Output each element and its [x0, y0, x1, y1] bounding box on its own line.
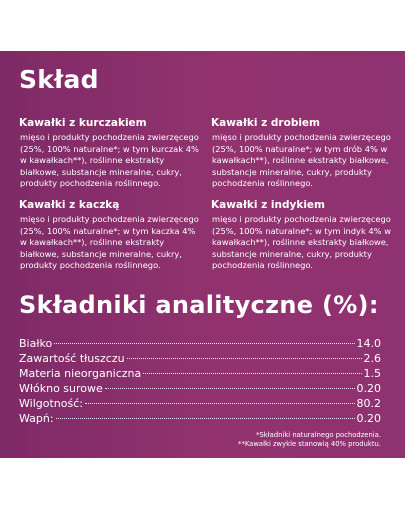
row-label: Białko — [19, 337, 53, 350]
ingredient-description: mięso i produkty pochodzenia zwierzęcego (25%, 100% naturalne*; w tym drób 4% w kawałkach**), roślinne ekstrakty białkowe, substancje mineralne, cukry, produkty pochodzenia roślinnego. — [212, 132, 391, 189]
row-value: 2.6 — [363, 352, 381, 365]
footnote-natural: *Składniki naturalnego pochodzenia. — [256, 431, 381, 439]
row-label: Włókno surowe — [19, 382, 103, 395]
ingredient-description: mięso i produkty pochodzenia zwierzęcego (25%, 100% naturalne*; w tym indyk 4% w kawałkach**), roślinne ekstrakty białkowe, substancje mineralne, cukry, produkty pochodzenia roślinnego. — [212, 214, 391, 271]
analytical-row-calcium — [19, 411, 381, 426]
product-info-panel — [0, 51, 405, 458]
ingredient-block-chicken — [19, 117, 203, 190]
analytical-table — [19, 336, 381, 426]
analytical-heading: Składniki analityczne (%): — [19, 291, 379, 319]
dotted-leader — [127, 358, 362, 359]
ingredient-title: Kawałki z indykiem — [211, 199, 325, 211]
analytical-row-moisture — [19, 396, 381, 411]
row-label: Zawartość tłuszczu — [19, 352, 125, 365]
ingredient-block-turkey — [211, 199, 395, 272]
row-value: 1.5 — [363, 367, 381, 380]
ingredient-title: Kawałki z kurczakiem — [19, 117, 147, 129]
row-value: 0.20 — [356, 412, 381, 425]
ingredient-description: mięso i produkty pochodzenia zwierzęcego (25%, 100% naturalne*; w tym kaczka 4% w kawałkach**), roślinne ekstrakty białkowe, substancje mineralne, cukry, produkty pochodzenia roślinnego. — [20, 214, 199, 271]
dotted-leader — [54, 343, 354, 344]
analytical-row-fat — [19, 351, 381, 366]
footnote-pieces: **Kawałki zwykle stanowią 40% produktu. — [238, 440, 381, 448]
row-label: Wilgotność: — [19, 397, 83, 410]
composition-heading: Skład — [19, 65, 99, 94]
footnotes — [238, 431, 381, 449]
row-value: 0.20 — [356, 382, 381, 395]
row-value: 80.2 — [356, 397, 381, 410]
ingredient-title: Kawałki z kaczką — [19, 199, 120, 211]
dotted-leader — [143, 373, 361, 374]
dotted-leader — [56, 418, 355, 419]
dotted-leader — [105, 388, 355, 389]
ingredient-block-poultry — [211, 117, 395, 190]
dotted-leader — [85, 403, 355, 404]
row-label: Materia nieorganiczna — [19, 367, 142, 380]
analytical-row-protein — [19, 336, 381, 351]
row-label: Wapń: — [19, 412, 54, 425]
row-value: 14.0 — [356, 337, 381, 350]
analytical-row-fibre — [19, 381, 381, 396]
ingredient-description: mięso i produkty pochodzenia zwierzęcego (25%, 100% naturalne*; w tym kurczak 4% w kawałkach**), roślinne ekstrakty białkowe, substancje mineralne, cukry, produkty pochodzenia roślinnego. — [20, 132, 199, 189]
ingredient-title: Kawałki z drobiem — [211, 117, 320, 129]
ingredient-block-duck — [19, 199, 203, 272]
analytical-row-ash — [19, 366, 381, 381]
